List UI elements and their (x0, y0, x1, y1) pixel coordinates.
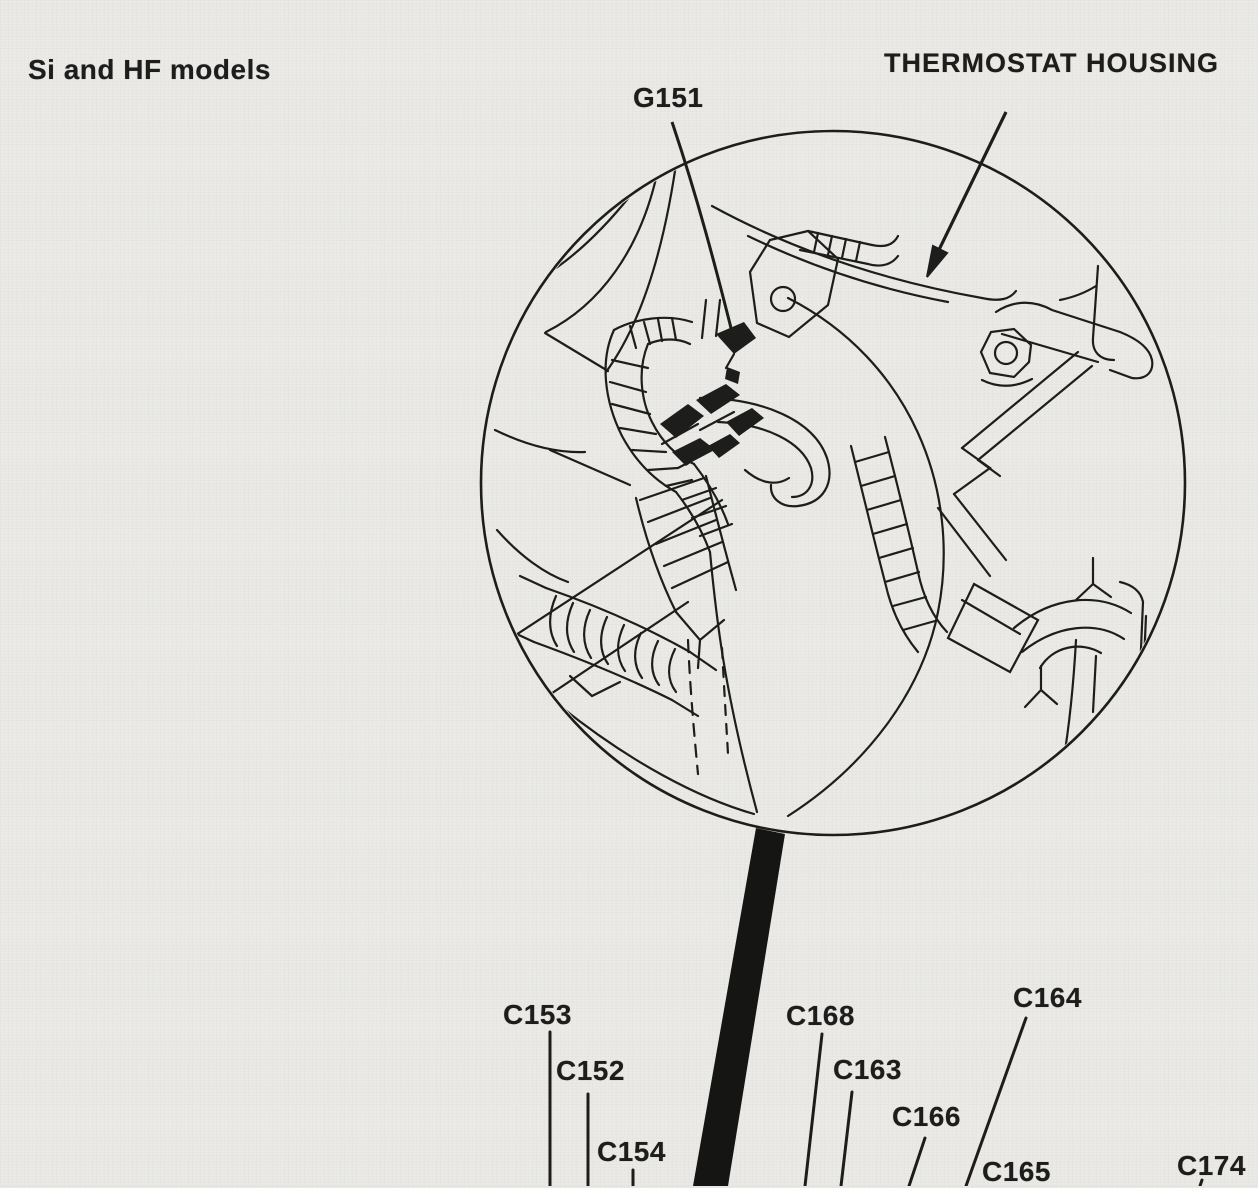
connector-label-c168: C168 (786, 1000, 855, 1031)
connector-label-c174: C174 (1177, 1150, 1246, 1181)
connector-label-c153: C153 (503, 999, 572, 1030)
ground-label-g151: G151 (633, 82, 704, 113)
harness-wire (693, 828, 785, 1186)
connector-label-c166: C166 (892, 1101, 961, 1132)
thermostat-housing-label: THERMOSTAT HOUSING (884, 48, 1219, 78)
model-note: Si and HF models (28, 54, 271, 85)
connector-label-c152: C152 (556, 1055, 625, 1086)
connector-label-c164: C164 (1013, 982, 1082, 1013)
engine-art (495, 150, 1182, 816)
thermostat-arrow (927, 112, 1006, 277)
connector-label-c165: C165 (982, 1156, 1051, 1187)
connector-label-c163: C163 (833, 1054, 902, 1085)
connector-label-c154: C154 (597, 1136, 666, 1167)
